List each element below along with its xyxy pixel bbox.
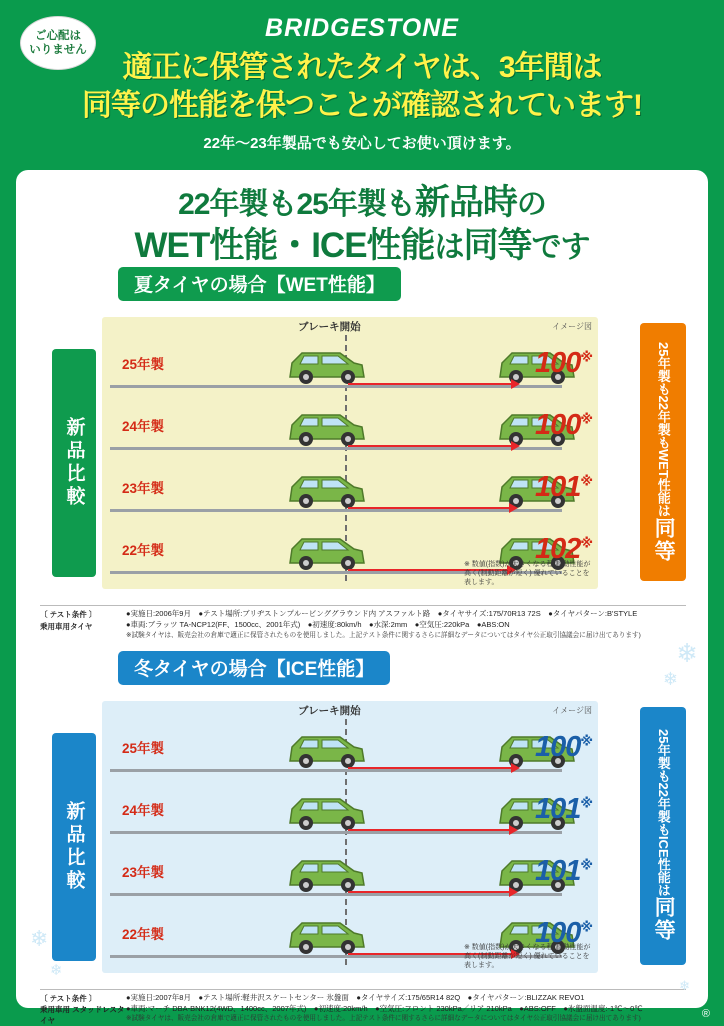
- snowflake-icon: ❄: [679, 978, 690, 993]
- conditions-line: ●実施日:2006年9月 ●テスト場所:ブリヂストンプルービンググラウンド内 アスファルト路 ●タイヤサイズ:175/70R13 72S ●タイヤパターン:B'STYLE: [126, 609, 638, 619]
- table-row: [102, 397, 598, 459]
- section-winter-left-label: 新品比較: [52, 733, 96, 961]
- score-value: [535, 471, 592, 504]
- section-winter-title: 冬タイヤの場合【ICE性能】: [118, 651, 390, 685]
- table-row: [102, 335, 598, 397]
- snowflake-icon: ❄: [662, 669, 678, 689]
- score-number: 101: [534, 471, 581, 504]
- card-title: [16, 170, 708, 267]
- braking-distance-arrow: [348, 887, 518, 897]
- score-value: [535, 731, 592, 764]
- conditions-line: ●車両:ブラッツ TA-NCP12(FF、1500cc、2001年式) ●初速度:80km/h ●水深:2mm ●空気圧:220kPa ●ABS:ON: [126, 620, 510, 630]
- score-asterisk: ※: [580, 857, 592, 873]
- section-summer-plot: [102, 317, 598, 589]
- snowflake-icon: ❄: [50, 962, 63, 979]
- card-title-line1-tail: の: [516, 188, 546, 221]
- right-label-top: 25年製も22年製も: [655, 728, 671, 836]
- test-conditions-label: [40, 993, 126, 1026]
- score-asterisk: ※: [580, 795, 592, 811]
- content-card: [16, 170, 708, 1026]
- poster-header: [0, 0, 724, 165]
- section-winter-right-label: [640, 707, 686, 965]
- card-title-line1-plain: 22年製も25年製も: [178, 188, 415, 221]
- bridgestone-logo: [0, 0, 724, 43]
- section-summer-left-label: 新品比較: [52, 349, 96, 577]
- conditions-line: ●実施日:2007年8月 ●テスト場所:軽井沢スケートセンター 氷盤面 ●タイヤサイズ:175/65R14 82Q ●タイヤパターン:BLIZZAK REVO1: [126, 992, 585, 1002]
- score-value: [535, 409, 592, 442]
- score-number: 100: [534, 916, 581, 949]
- braking-distance-arrow: [348, 503, 518, 513]
- conditions-label-2: 乗用車用タイヤ: [40, 621, 93, 631]
- right-label-mid: ICE性能は: [655, 835, 671, 897]
- table-row: [102, 781, 598, 843]
- section-winter: [26, 651, 698, 1026]
- right-label-big: 同等: [652, 896, 676, 943]
- reassurance-badge: [20, 16, 96, 70]
- right-label-top: 25年製も22年製も: [655, 341, 671, 449]
- score-number: 100: [534, 409, 581, 442]
- test-conditions-summer: [40, 605, 686, 640]
- score-number: 100: [534, 730, 581, 763]
- card-title-line2-c: 同等: [463, 225, 532, 265]
- score-asterisk: ※: [580, 733, 592, 749]
- conditions-label-2: 乗用車用 スタッドレスタイヤ: [40, 1004, 125, 1026]
- image-note: イメージ図: [552, 705, 592, 715]
- score-value: [535, 855, 592, 888]
- section-winter-plot: [102, 701, 598, 973]
- brand-text: BRIDGESTONE: [265, 14, 459, 42]
- test-conditions-winter: [40, 989, 686, 1026]
- headline-line-2: 同等の性能を保つことが確認されています!: [82, 88, 642, 122]
- conditions-line: ●車両:マーチ DBA-BNK12(4WD、1400cc、2007年式) ●初速度:20km/h ●空気圧:フロント 230kPa／リア 210kPa ●ABS:OFF ●氷盤面温度:-1℃〜0℃: [126, 1003, 643, 1013]
- braking-distance-arrow: [348, 825, 518, 835]
- card-title-line1-emph: 新品時: [414, 183, 517, 222]
- headline-line-1: 適正に保管されたタイヤは、3年間は: [122, 51, 602, 84]
- row-year: 22年製: [121, 543, 165, 559]
- section-summer: [26, 267, 698, 640]
- table-row: [102, 459, 598, 521]
- card-title-line2-a: WET性能・ICE性能: [134, 225, 435, 265]
- subheadline: 22年〜23年製品でも安心してお使い頂けます。: [203, 135, 521, 152]
- right-label-big: 同等: [652, 516, 676, 563]
- table-row: [102, 719, 598, 781]
- conditions-label-1: 〔 テスト条件 〕: [40, 993, 97, 1003]
- section-summer-title: 夏タイヤの場合【WET性能】: [118, 267, 401, 301]
- score-number: 102: [534, 533, 581, 566]
- registered-mark: ®: [701, 1008, 710, 1020]
- right-label-mid: WET性能は: [655, 448, 671, 517]
- row-year: 25年製: [121, 357, 165, 373]
- image-note: イメージ図: [552, 322, 592, 332]
- row-year: 24年製: [121, 419, 165, 435]
- badge-line-1: ご心配は: [35, 29, 81, 42]
- row-year: 23年製: [121, 864, 165, 880]
- brake-start-label: ブレーキ開始: [298, 704, 361, 717]
- card-title-line2-b: は: [434, 230, 464, 264]
- headline: [0, 49, 724, 124]
- row-year: 22年製: [121, 926, 165, 942]
- test-conditions-body: [126, 609, 686, 640]
- braking-distance-arrow: [348, 763, 520, 773]
- score-number: 101: [534, 792, 581, 825]
- score-asterisk: ※: [580, 919, 592, 935]
- score-value: [535, 347, 592, 380]
- test-conditions-label: [40, 609, 126, 640]
- conditions-line: ※試験タイヤは、販売会社の倉庫で適正に保管されたものを使用しました。上記テスト条件に関するさらに詳細なデータについてはタイヤ公正取引協議会に届け出てあります): [126, 1015, 641, 1023]
- section-winter-panel: [26, 689, 698, 985]
- row-year: 25年製: [121, 740, 165, 756]
- score-asterisk: ※: [580, 349, 592, 365]
- table-row: [102, 843, 598, 905]
- score-value: [535, 793, 592, 826]
- score-asterisk: ※: [580, 535, 592, 551]
- score-asterisk: ※: [580, 411, 592, 427]
- conditions-line: ※試験タイヤは、販売会社の倉庫で適正に保管されたものを使用しました。上記テスト条件に関するさらに詳細なデータについてはタイヤ公正取引協議会に届け出てあります): [126, 632, 641, 640]
- snowflake-icon: ❄: [676, 638, 698, 668]
- brake-start-label: ブレーキ開始: [298, 321, 361, 334]
- score-number: 101: [534, 854, 581, 887]
- score-footnote: ※ 数値(指数)が大きくなる程 制動性能が高く(制動距離が短く) 優れていることを表します。: [464, 561, 591, 586]
- braking-distance-arrow: [348, 441, 520, 451]
- card-title-line2-d: です: [531, 230, 590, 264]
- section-summer-right-label: [640, 323, 686, 581]
- snowflake-icon: ❄: [30, 926, 49, 951]
- section-summer-panel: [26, 305, 698, 601]
- braking-distance-arrow: [348, 379, 520, 389]
- row-year: 23年製: [121, 481, 165, 497]
- test-conditions-body: [126, 993, 686, 1026]
- score-footnote: ※ 数値(指数)が大きくなる程 制動性能が高く(制動距離が短く) 優れていることを表します。: [464, 944, 591, 969]
- row-year: 24年製: [121, 802, 165, 818]
- score-asterisk: ※: [580, 473, 592, 489]
- conditions-label-1: 〔 テスト条件 〕: [40, 610, 97, 620]
- badge-line-2: いりません: [29, 44, 87, 56]
- score-number: 100: [534, 347, 581, 380]
